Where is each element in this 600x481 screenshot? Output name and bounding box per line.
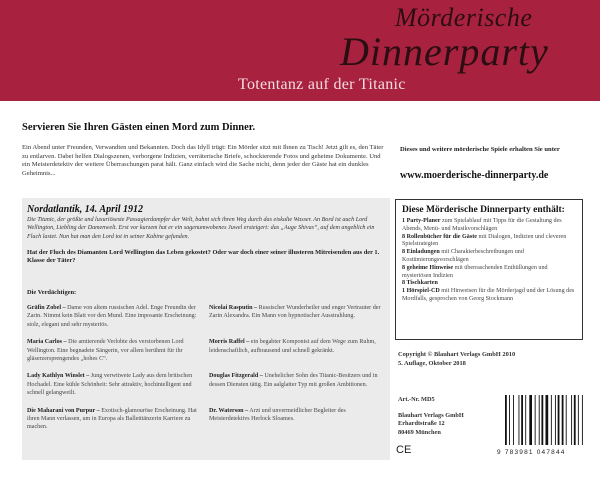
barcode-bar bbox=[535, 395, 536, 445]
suspect-name: Dr. Waterson – bbox=[209, 407, 249, 414]
suspects-heading: Die Verdächtigen: bbox=[27, 288, 77, 296]
barcode-bar bbox=[539, 395, 540, 445]
suspect-item bbox=[27, 407, 205, 432]
intro-text: Ein Abend unter Freunden, Verwandten und Bekannten. Doch das Idyll trügt: Ein Mörder sitzt mit Ihnen zu Tisch! Jetzt gilt es, den Täter zu entlarven. Dabei helfen Dialogszenen, verborgene Indizien, verräterische Briefe, schockierende Fotos und geheime Dokumente. Und ein Meisterdetektiv der weitere Überraschungen parat hält. Ganz einfach wird die Sache nicht, denn jeder der Gäste hat ein dunkles Geheimnis... bbox=[22, 144, 384, 177]
barcode-bar bbox=[513, 395, 514, 445]
suspect-description: Die amtierende Verlobte des verstorbenen Lord Wellington. Eine begnadete Sängerin, vor allem berühmt für ihr gläserzersprengendes „hohes C“. bbox=[27, 339, 184, 362]
suspect-item bbox=[209, 304, 387, 329]
contents-item-text: mit Hinweisen für die Mörderjagd und der Lösung des Mordfalls, gesprochen von Georg Stockmann bbox=[402, 288, 575, 302]
contents-list bbox=[402, 218, 576, 304]
suspect-item bbox=[27, 338, 205, 363]
suspect-name: Nicolai Rasputin – bbox=[209, 304, 258, 311]
contents-box bbox=[395, 199, 583, 340]
barcode-bar bbox=[521, 395, 523, 445]
suspect-name: Morris Raffel – bbox=[209, 339, 250, 346]
barcode-bar bbox=[529, 395, 532, 445]
suspect-item bbox=[209, 372, 387, 397]
suspect-description: ein begabter Komponist auf dem Wege zum Ruhm, leidenschaftlich, aufbrausend und schnell gekränkt. bbox=[209, 339, 376, 354]
lead-heading: Servieren Sie Ihren Gästen einen Mord zum Dinner. bbox=[22, 122, 256, 133]
suspect-item bbox=[27, 372, 205, 397]
contents-heading: Diese Mörderische Dinnerparty enthält: bbox=[402, 205, 565, 215]
suspect-name: Lady Kathlyn Winslet – bbox=[27, 373, 90, 380]
barcode-bar bbox=[562, 395, 564, 445]
barcode-icon bbox=[503, 393, 587, 447]
contents-item-text: zum Spielablauf mit Tipps für die Gestaltung des Abends, Menü- und Musikvorschlägen bbox=[402, 218, 562, 232]
suspect-name: Maria Carlos – bbox=[27, 339, 67, 346]
suspect-description: Unehelicher Sohn des Titanic-Besitzers und in dessen Diensten tätig. Ein aalglatter Typ mit großen Ambitionen. bbox=[209, 373, 378, 388]
suspect-item bbox=[27, 304, 205, 329]
contents-item-name: 1 Party-Planer bbox=[402, 218, 441, 224]
contents-item-name: 1 Hörspiel-CD bbox=[402, 288, 440, 295]
barcode-bar bbox=[582, 395, 583, 445]
contents-item-text: mit überraschenden Enthüllungen und mysteriösen Indizien bbox=[402, 264, 548, 279]
copyright: Copyright © Blauhart Verlags GmbH 2010 bbox=[398, 351, 516, 358]
contents-item-name: 8 Tischkarten bbox=[402, 280, 438, 287]
barcode-bar bbox=[525, 395, 526, 445]
website-link[interactable]: www.moerderische-dinnerparty.de bbox=[400, 170, 549, 181]
barcode-bar bbox=[505, 395, 507, 445]
story-panel bbox=[22, 198, 390, 460]
suspect-description: Exotisch-glamouröse Erscheinung. Hat ihren Mann verlassen, um in Europa als Balletttänzerin Karriere zu machen. bbox=[27, 407, 197, 431]
suspect-description: Arzt und unvermeidlicher Begleiter des Meisterdetektivs Herlock Sloames. bbox=[209, 407, 346, 422]
publisher-line: 80469 München bbox=[398, 428, 441, 436]
subtitle: Totentanz auf der Titanic bbox=[238, 76, 406, 93]
suspect-item bbox=[209, 407, 387, 432]
story-question: Hat der Fluch des Diamanten Lord Wellington das Leben gekostet? Oder war doch einer seiner illusteren Mitreisenden aus der 1. Klasse der Täter? bbox=[27, 248, 380, 265]
barcode-bar bbox=[551, 395, 552, 445]
ce-mark-icon: CE bbox=[396, 444, 412, 456]
edition: 5. Auflage, Oktober 2018 bbox=[398, 359, 466, 367]
more-games-text: Dieses und weitere mörderische Spiele erhalten Sie unter bbox=[400, 146, 560, 153]
contents-item-name: 8 Einladungen bbox=[402, 249, 440, 256]
barcode-bar bbox=[546, 395, 549, 445]
barcode-bar bbox=[578, 395, 579, 445]
suspect-description: Russischer Wunderheiler und enger Vertrauter der Zarin Alexandra. Ein Mann von hypnotischer Ausstrahlung. bbox=[209, 304, 381, 320]
header-banner bbox=[0, 0, 600, 101]
story-heading: Nordatlantik, 14. April 1912 bbox=[27, 204, 144, 215]
barcode-bar bbox=[555, 395, 556, 445]
suspect-description: Dame von altem russischen Adel. Enge Freundin der Zarin. Nimmt kein Blatt vor den Mund. Eine imposante Erscheinung: stolz, elegant und sehr mysteriös. bbox=[27, 304, 197, 328]
copyright-block bbox=[398, 351, 515, 368]
article-number: Art.-Nr. MD5 bbox=[398, 396, 435, 403]
suspect-item bbox=[209, 338, 387, 363]
contents-item-name: 8 geheime Hinweise bbox=[402, 264, 454, 271]
publisher-address bbox=[398, 412, 464, 437]
barcode-bar bbox=[509, 395, 510, 445]
story-text: Die Titanic, der größte und luxuriöseste Passagierdampfer der Welt, bahnt sich ihren Weg durch das eiskalte Wasser. An Bord ist auch Lord Wellington, Liebling der Damenwelt. Erst vor kurzem hat er ein sagenumwobenes Juwel ersteigert: das „Auge Shivas“, auf dem angeblich ein Fluch lastet. Nun hat man den Lord tot in seiner Kabine gefunden. bbox=[27, 217, 375, 240]
barcode-bar bbox=[519, 395, 520, 445]
suspects-list bbox=[27, 304, 385, 432]
publisher-line: Erhardtstraße 12 bbox=[398, 420, 445, 428]
contents-item-name: 8 Rollenbücher für die Gäste bbox=[402, 233, 477, 240]
barcode-bar bbox=[558, 395, 560, 445]
logo-line1: Mörderische bbox=[395, 3, 533, 32]
barcode-number: 9 783981 047844 bbox=[497, 449, 566, 456]
contents-item-text: mit Dialogen, Indizien und cleveren Spielstrategien bbox=[402, 233, 567, 248]
barcode-bar bbox=[574, 395, 576, 445]
suspect-name: Douglas Fitzgerald – bbox=[209, 373, 263, 380]
suspect-name: Gräfin Zobel – bbox=[27, 304, 66, 311]
barcode-bar bbox=[566, 395, 567, 445]
publisher-line: Blauhart Verlags GmbH bbox=[398, 412, 464, 419]
suspect-description: Jung verwitwete Lady aus dem britischen Hochadel. Eine kühle Schönheit: Sehr attraktiv, hochintelligent und schnell gelangweilt. bbox=[27, 373, 193, 397]
contents-item-text: mit Charakterbeschreibungen und Kostümierungsvorschlägen bbox=[402, 249, 524, 263]
barcode-bar bbox=[541, 395, 543, 445]
barcode-bar bbox=[571, 395, 572, 445]
suspect-name: Die Maharani von Purpur – bbox=[27, 407, 100, 414]
logo-line2: Dinnerparty bbox=[340, 29, 549, 74]
